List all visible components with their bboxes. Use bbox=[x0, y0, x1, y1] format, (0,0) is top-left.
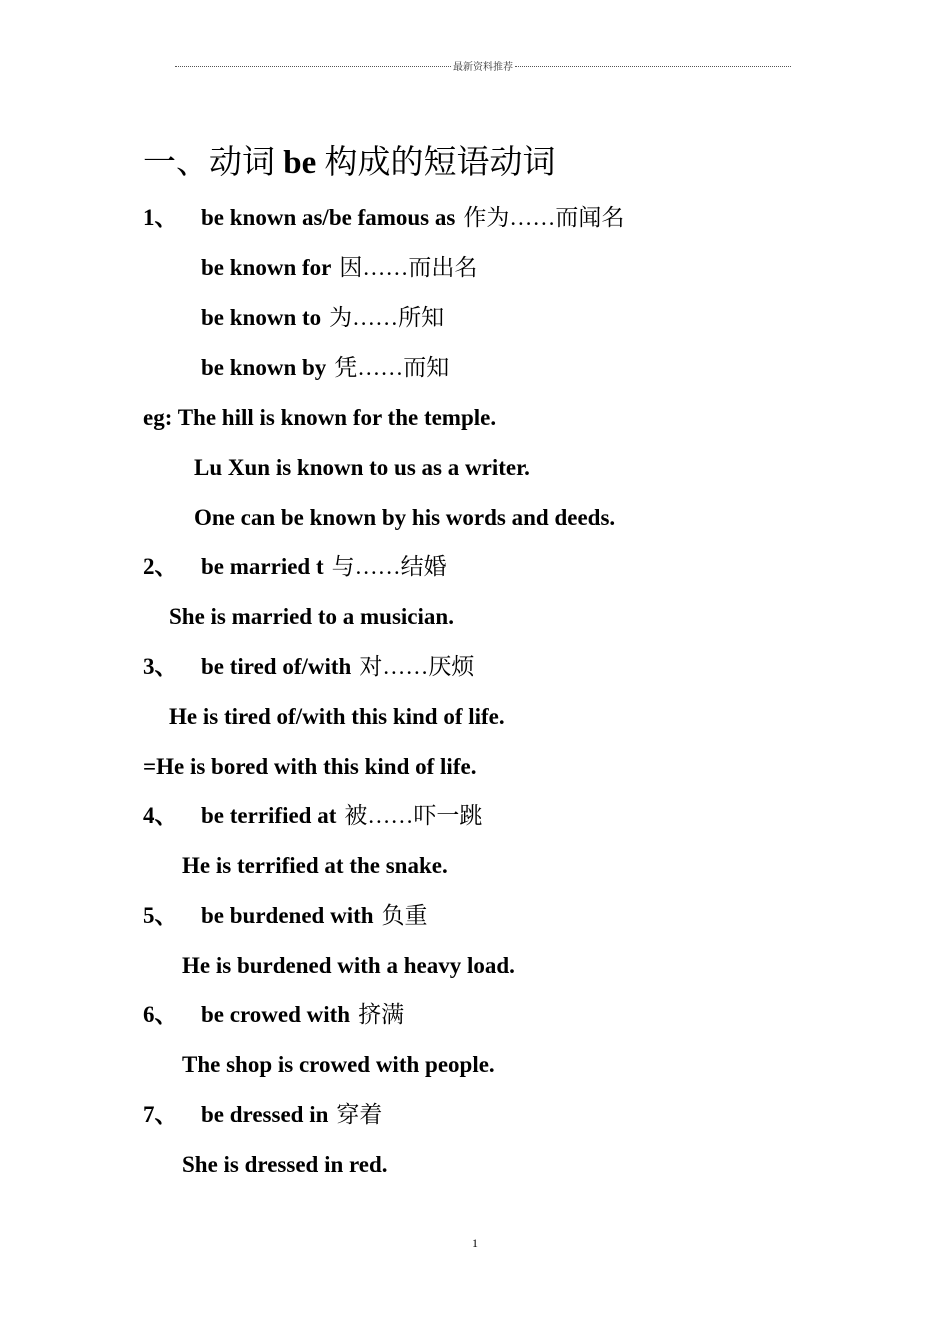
item-number: 2、 bbox=[143, 554, 178, 579]
item-number: 1、 bbox=[143, 205, 178, 230]
example-sentence: He is tired of/with this kind of life. bbox=[169, 704, 505, 729]
meaning: 穿着 bbox=[336, 1102, 383, 1127]
meaning: 负重 bbox=[381, 903, 428, 928]
page-number: 1 bbox=[472, 1236, 478, 1250]
phrase: be known as/be famous as bbox=[201, 205, 456, 230]
example-sentence: One can be known by his words and deeds. bbox=[194, 505, 616, 530]
meaning: 因……而出名 bbox=[339, 255, 478, 280]
list-item bbox=[201, 303, 444, 333]
item-number: 5、 bbox=[143, 903, 178, 928]
phrase: be known to bbox=[201, 305, 322, 330]
item-number: 4、 bbox=[143, 803, 178, 828]
example-sentence: The shop is crowed with people. bbox=[182, 1052, 495, 1077]
example-sentence: Lu Xun is known to us as a writer. bbox=[194, 455, 530, 480]
item-number: 7、 bbox=[143, 1102, 178, 1127]
meaning: 为……所知 bbox=[329, 305, 445, 330]
meaning: 作为……而闻名 bbox=[463, 205, 625, 230]
list-item bbox=[143, 1100, 382, 1130]
section-title bbox=[143, 136, 556, 183]
list-item bbox=[143, 1000, 404, 1030]
header-dots-right bbox=[515, 66, 791, 67]
example-sentence: eg: The hill is known for the temple. bbox=[143, 405, 497, 430]
example-sentence: She is dressed in red. bbox=[182, 1152, 388, 1177]
list-item bbox=[143, 801, 482, 831]
list-item bbox=[201, 253, 477, 283]
list-item bbox=[143, 652, 474, 682]
title-bold: be bbox=[283, 145, 317, 181]
example-sentence: =He is bored with this kind of life. bbox=[143, 754, 477, 779]
title-prefix: 一、动词 bbox=[143, 145, 284, 181]
phrase: be crowed with bbox=[201, 1002, 351, 1027]
meaning: 被……吓一跳 bbox=[344, 803, 483, 828]
meaning: 凭……而知 bbox=[334, 355, 450, 380]
phrase: be dressed in bbox=[201, 1102, 329, 1127]
example-sentence: She is married to a musician. bbox=[169, 604, 454, 629]
meaning: 对……厌烦 bbox=[359, 654, 475, 679]
phrase: be married t bbox=[201, 554, 324, 579]
page-header bbox=[175, 56, 791, 74]
example-sentence: He is terrified at the snake. bbox=[182, 853, 448, 878]
list-item bbox=[143, 901, 428, 931]
list-item bbox=[143, 203, 624, 233]
example-sentence: He is burdened with a heavy load. bbox=[182, 953, 515, 978]
phrase: be burdened with bbox=[201, 903, 374, 928]
phrase: be known for bbox=[201, 255, 332, 280]
header-text: 最新资料推荐 bbox=[453, 61, 513, 73]
header-dots-left bbox=[175, 66, 451, 67]
phrase: be known by bbox=[201, 355, 327, 380]
meaning: 与……结婚 bbox=[331, 554, 447, 579]
phrase: be tired of/with bbox=[201, 654, 352, 679]
list-item bbox=[201, 353, 449, 383]
item-number: 6、 bbox=[143, 1002, 178, 1027]
list-item bbox=[143, 552, 447, 582]
item-number: 3、 bbox=[143, 654, 178, 679]
meaning: 挤满 bbox=[358, 1002, 405, 1027]
title-suffix: 构成的短语动词 bbox=[316, 145, 556, 181]
phrase: be terrified at bbox=[201, 803, 337, 828]
